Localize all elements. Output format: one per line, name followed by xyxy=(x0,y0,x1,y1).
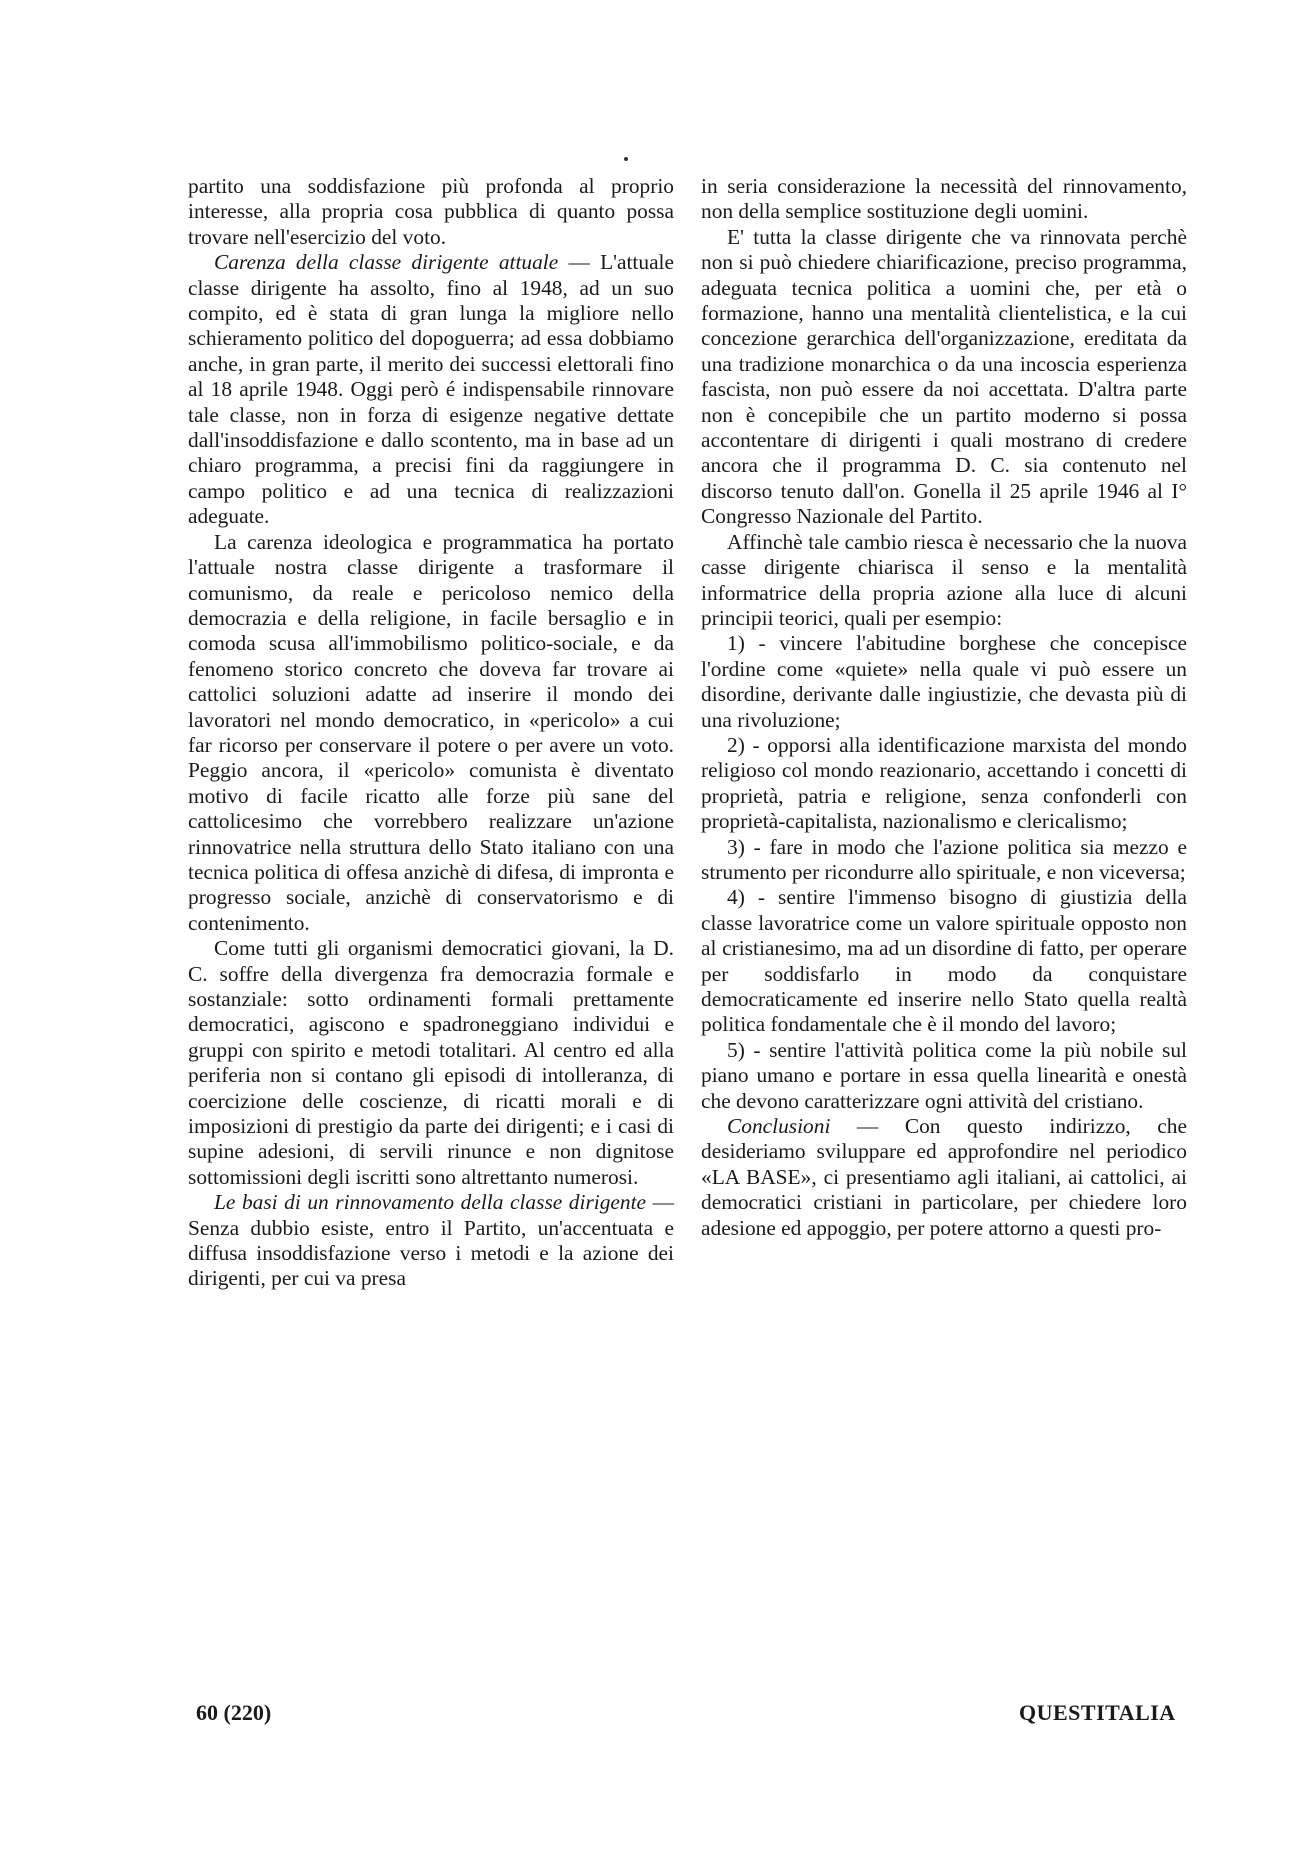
left-column xyxy=(188,174,674,1292)
ink-dot xyxy=(624,157,628,161)
section-heading: Le basi di un rinnovamento della classe dirigente xyxy=(214,1190,647,1215)
paragraph-text: — L'attuale classe dirigente ha assolto, fino al 1948, ad un suo compito, ed è stata di gran lunga la migliore nello schieramento politico del dopoguerra; ad essa dobbiamo anche, in gran parte, il merito dei successi elettorali fino al 18 aprile 1948. Oggi però é indispensabile rinnovare tale classe, non in forza di esigenze negative dettate dall'insoddisfazione e dallo scontento, ma in base ad un chiaro programma, a precisi fini da raggiungere in campo politico e ad una tecnica di realizzazioni adeguate. xyxy=(188,250,674,529)
paragraph-text: — Senza dubbio esiste, entro il Partito, un'accentuata e diffusa insoddisfazione verso i metodi e la azione dei dirigenti, per cui va presa xyxy=(188,1190,674,1291)
paragraph: E' tutta la classe dirigente che va rinnovata perchè non si può chiedere chiarificazione, preciso programma, adeguata tecnica politica a uomini che, per età o formazione, hanno una mentalità clientelistica, e la cui concezione gerarchica dell'organizzazione, ereditata da una tradizione monarchica o da una incoscia esperienza fascista, non può essere da noi accettata. D'altra parte non è concepibile che un partito moderno si possa accontentare di dirigenti i quali mostrano di credere ancora che il programma D. C. sia contenuto nel discorso tenuto dall'on. Gonella il 25 aprile 1946 al I° Congresso Nazionale del Partito. xyxy=(701,224,1187,529)
page-number: 60 (220) xyxy=(196,1700,272,1725)
paragraph xyxy=(701,1114,1187,1241)
list-item: 2) - opporsi alla identificazione marxista del mondo religioso col mondo reazionario, accettando i concetti di proprietà, patria e religione, senza confonderli con proprietà-capitalista, nazionalismo e clericalismo; xyxy=(701,732,1187,834)
paragraph: in seria considerazione la necessità del rinnovamento, non della semplice sostituzione degli uomini. xyxy=(701,174,1187,224)
list-item: 3) - fare in modo che l'azione politica sia mezzo e strumento per ricondurre allo spirituale, e non viceversa; xyxy=(701,834,1187,884)
paragraph-text: — Con questo indirizzo, che desideriamo sviluppare ed approfondire nel periodico «LA BASE», ci presentiamo agli italiani, ai cattolici, ai democratici cristiani in particolare, per chiedere loro adesione ed appoggio, per potere attorno a questi pro- xyxy=(701,1114,1187,1240)
list-item: 1) - vincere l'abitudine borghese che concepisce l'ordine come «quiete» nella quale vi può essere un disordine, derivante dalle ingiustizie, che devasta più di una rivoluzione; xyxy=(701,631,1187,732)
paragraph: Affinchè tale cambio riesca è necessario che la nuova casse dirigente chiarisca il senso e la mentalità informatrice della propria azione alla luce di alcuni principii teorici, quali per esempio: xyxy=(701,529,1187,630)
section-heading: Conclusioni xyxy=(727,1114,831,1139)
paragraph xyxy=(188,250,674,529)
paragraph xyxy=(188,1190,674,1292)
paragraph: Come tutti gli organismi democratici giovani, la D. C. soffre della divergenza fra democrazia formale e sostanziale: sotto ordinamenti formali prettamente democratici, agiscono e spadroneggiano individui e gruppi con spirito e metodi totalitari. Al centro ed alla periferia non si contano gli episodi di intolleranza, di coercizione delle coscienze, di ricatti morali e di imposizioni di prestigio da parte dei dirigenti; e i casi di supine adesioni, di servili rinunce e non dignitose sottomissioni degli iscritti sono altrettanto numerosi. xyxy=(188,936,674,1189)
journal-name: QUESTITALIA xyxy=(1019,1700,1176,1725)
section-heading: Carenza della classe dirigente attuale xyxy=(214,250,559,275)
list-item: 4) - sentire l'immenso bisogno di giustizia della classe lavoratrice come un valore spirituale opposto non al cristianesimo, ma ad un disordine di fatto, per operare per soddisfarlo in modo da conquistare democraticamente ed inserire nello Stato quella realtà politica fondamentale che è il mondo del lavoro; xyxy=(701,885,1187,1037)
list-item: 5) - sentire l'attività politica come la più nobile sul piano umano e portare in essa quella linearità e onestà che devono caratterizzare ogni attività del cristiano. xyxy=(701,1037,1187,1113)
right-column xyxy=(701,174,1187,1241)
paragraph: partito una soddisfazione più profonda al proprio interesse, alla propria cosa pubblica di quanto possa trovare nell'esercizio del voto. xyxy=(188,174,674,249)
paragraph: La carenza ideologica e programmatica ha portato l'attuale nostra classe dirigente a trasformare il comunismo, da reale e pericoloso nemico della democrazia e della religione, in facile bersaglio e in comoda scusa all'immobilismo politico-sociale, e da fenomeno storico concreto che doveva far trovare ai cattolici soluzioni adatte ad inserire il mondo dei lavoratori nel mondo democratico, in «pericolo» a cui far ricorso per conservare il potere o per avere un voto. Peggio ancora, il «pericolo» comunista è diventato motivo di facile ricatto alle forze più sane del cattolicesimo che vorrebbero realizzare un'azione rinnovatrice nella struttura dello Stato italiano con una tecnica politica di offesa anzichè di difesa, di impronta e progresso sociale, anzichè di conservatorismo e di contenimento. xyxy=(188,529,674,935)
